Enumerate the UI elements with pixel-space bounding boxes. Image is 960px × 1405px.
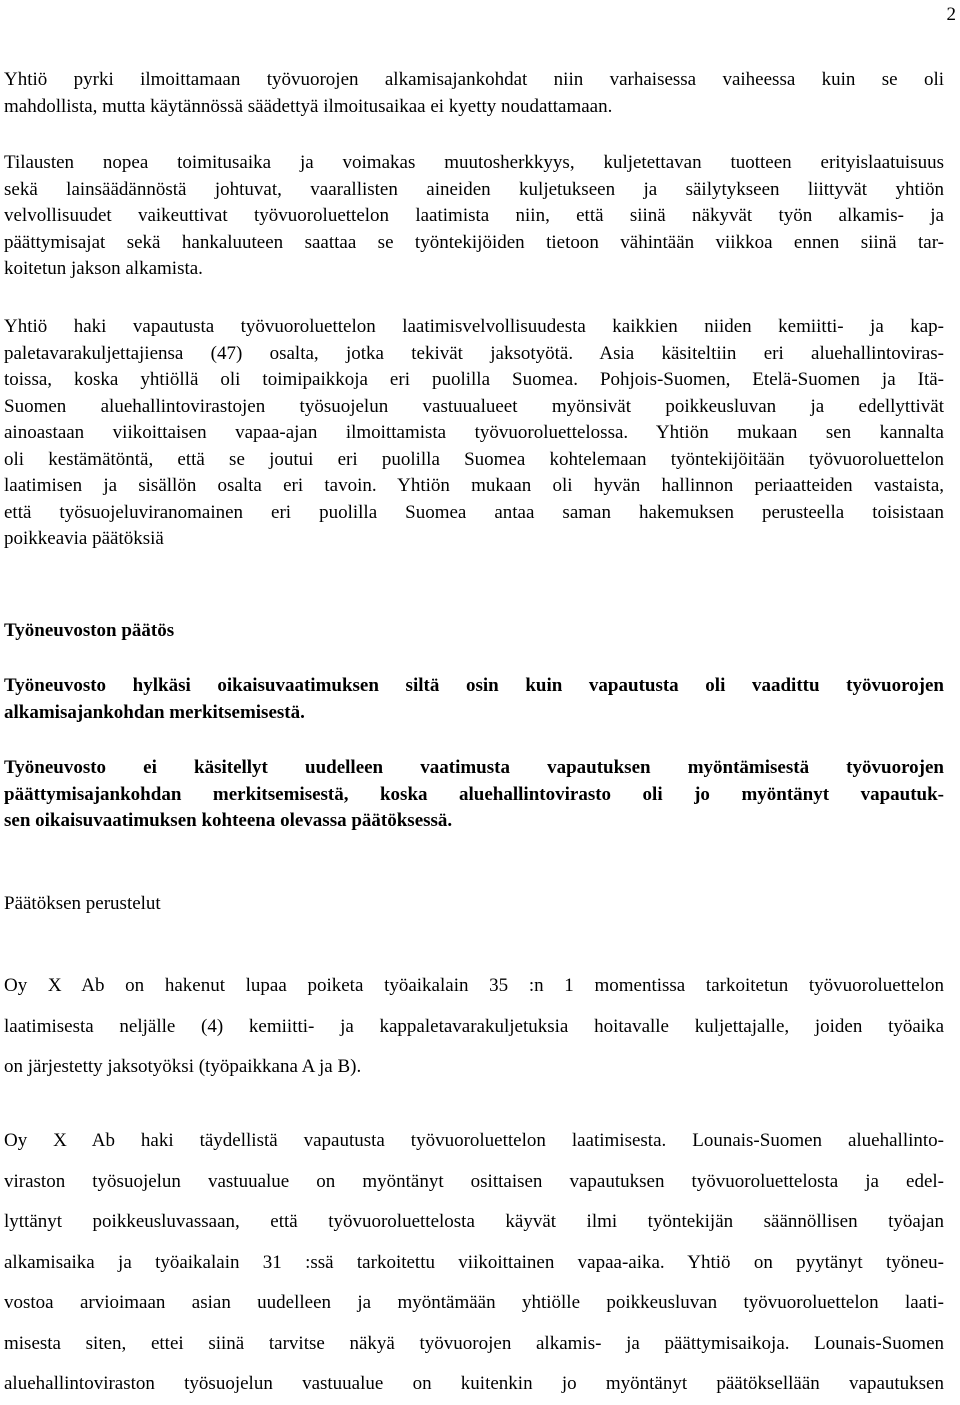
text-line: sekä lainsäädännöstä johtuvat, vaarallisten aineiden kuljetukseen ja säilytykseen liittyvät yhtiön <box>4 178 944 200</box>
text-line: lyttänyt poikkeusluvassaan, että työvuoroluettelosta käyvät ilmi työntekijän säännöllisen työajan <box>4 1211 944 1232</box>
text-line: päättymisajat sekä hankaluuteen saattaa se työntekijöiden tietoon vähintään viikkoa ennen siinä tar- <box>4 231 944 253</box>
paragraph-decision-1 <box>4 673 944 726</box>
paragraph-2 <box>4 150 944 283</box>
paragraph-1 <box>4 67 944 120</box>
text-line: sen oikaisuvaatimuksen kohteena olevassa päätöksessä. <box>4 810 453 831</box>
text-line: että työsuojeluviranomainen eri puolilla Suomea antaa saman hakemuksen perusteella toisistaan <box>4 501 944 523</box>
text-line: toissa, koska yhtiöllä oli toimipaikkoja eri puolilla Suomea. Pohjois-Suomen, Etelä-Suomen ja Itä- <box>4 369 944 390</box>
paragraph-decision-2 <box>4 755 944 835</box>
text-line: oli kestämätöntä, että se joutui eri puolilla Suomea kohtelemaan työntekijöitään työvuoroluettelon <box>4 448 944 470</box>
text-line: misesta siten, ettei siinä tarvitse näkyä työvuorojen alkamis- ja päättymisaikoja. Lounais-Suomen <box>4 1332 944 1354</box>
text-line: on järjestetty jaksotyöksi (työpaikkana A ja B). <box>4 1056 362 1077</box>
text-line: Työneuvosto ei käsitellyt uudelleen vaatimusta vapautuksen myöntämisestä työvuorojen <box>4 757 944 778</box>
paragraph-5 <box>4 1121 944 1405</box>
text-line: Työneuvosto hylkäsi oikaisuvaatimuksen siltä osin kuin vapautusta oli vaadittu työvuorojen <box>4 675 944 696</box>
text-line: ainoastaan viikoittaisen vapaa-ajan ilmoittamista työvuoroluettelossa. Yhtiön mukaan sen kannalta <box>4 422 944 443</box>
text-line: Tilausten nopea toimitusaika ja voimakas muutosherkkyys, kuljetettavan tuotteen erityislaatuisuus <box>4 152 944 173</box>
text-line: Oy X Ab on hakenut lupaa poiketa työaikalain 35 :n 1 momentissa tarkoitetun työvuoroluettelon <box>4 975 944 996</box>
paragraph-4 <box>4 966 944 1088</box>
text-line: vostoa arvioimaan asian uudelleen ja myöntämään yhtiölle poikkeusluvan työvuoroluettelon laati- <box>4 1292 944 1313</box>
text-line: Yhtiö pyrki ilmoittamaan työvuorojen alkamisajankohdat niin varhaisessa vaiheessa kuin se oli <box>4 69 944 90</box>
section-heading-decision <box>4 618 944 645</box>
text-line: Suomen aluehallintovirastojen työsuojelun vastuualueet myönsivät poikkeusluvan ja edellyttivät <box>4 395 944 417</box>
section-heading-reasons <box>4 891 944 918</box>
text-line: Työneuvoston päätös <box>4 620 175 641</box>
text-line: päättymisajankohdan merkitsemisestä, koska aluehallintovirasto oli jo myöntänyt vapautuk- <box>4 783 944 805</box>
text-line: laatimisesta neljälle (4) kemiitti- ja kappaletavarakuljetuksia hoitavalle kuljettajalle, joiden työaika <box>4 1015 944 1037</box>
text-line: Päätöksen perustelut <box>4 893 161 914</box>
text-line: koitetun jakson alkamista. <box>4 258 203 279</box>
text-line: velvollisuudet vaikeuttivat työvuoroluettelon laatimista niin, että siinä näkyvät työn alkamis- ja <box>4 205 944 226</box>
text-line: Yhtiö haki vapautusta työvuoroluettelon laatimisvelvollisuudesta kaikkien niiden kemiitti- ja kap- <box>4 316 944 337</box>
text-line: mahdollista, mutta käytännössä säädettyä ilmoitusaikaa ei kyetty noudattamaan. <box>4 95 613 117</box>
text-line: laatimisen ja sisällön osalta eri tavoin. Yhtiön mukaan oli hyvän hallinnon periaatteiden vastaista, <box>4 475 944 496</box>
text-line: Oy X Ab haki täydellistä vapautusta työvuoroluettelon laatimisesta. Lounais-Suomen aluehallinto- <box>4 1130 944 1151</box>
text-line: paletavarakuljettajiensa (47) osalta, jotka tekivät jaksotyötä. Asia käsiteltiin eri aluehallintoviras- <box>4 342 944 364</box>
text-line: alkamisaika ja työaikalain 31 :ssä tarkoitettu viikoittainen vapaa-aika. Yhtiö on pyytänyt työneu- <box>4 1251 944 1273</box>
text-line: poikkeavia päätöksiä <box>4 528 164 549</box>
page-number: 2 <box>946 4 956 25</box>
text-line: alkamisajankohdan merkitsemisestä. <box>4 701 305 723</box>
text-line: viraston työsuojelun vastuualue on myöntänyt osittaisen vapautuksen työvuoroluettelosta ja edel- <box>4 1170 944 1192</box>
paragraph-3 <box>4 314 944 553</box>
text-line: aluehallintoviraston työsuojelun vastuualue on kuitenkin jo myöntänyt päätöksellään vapautuksen <box>4 1373 944 1394</box>
